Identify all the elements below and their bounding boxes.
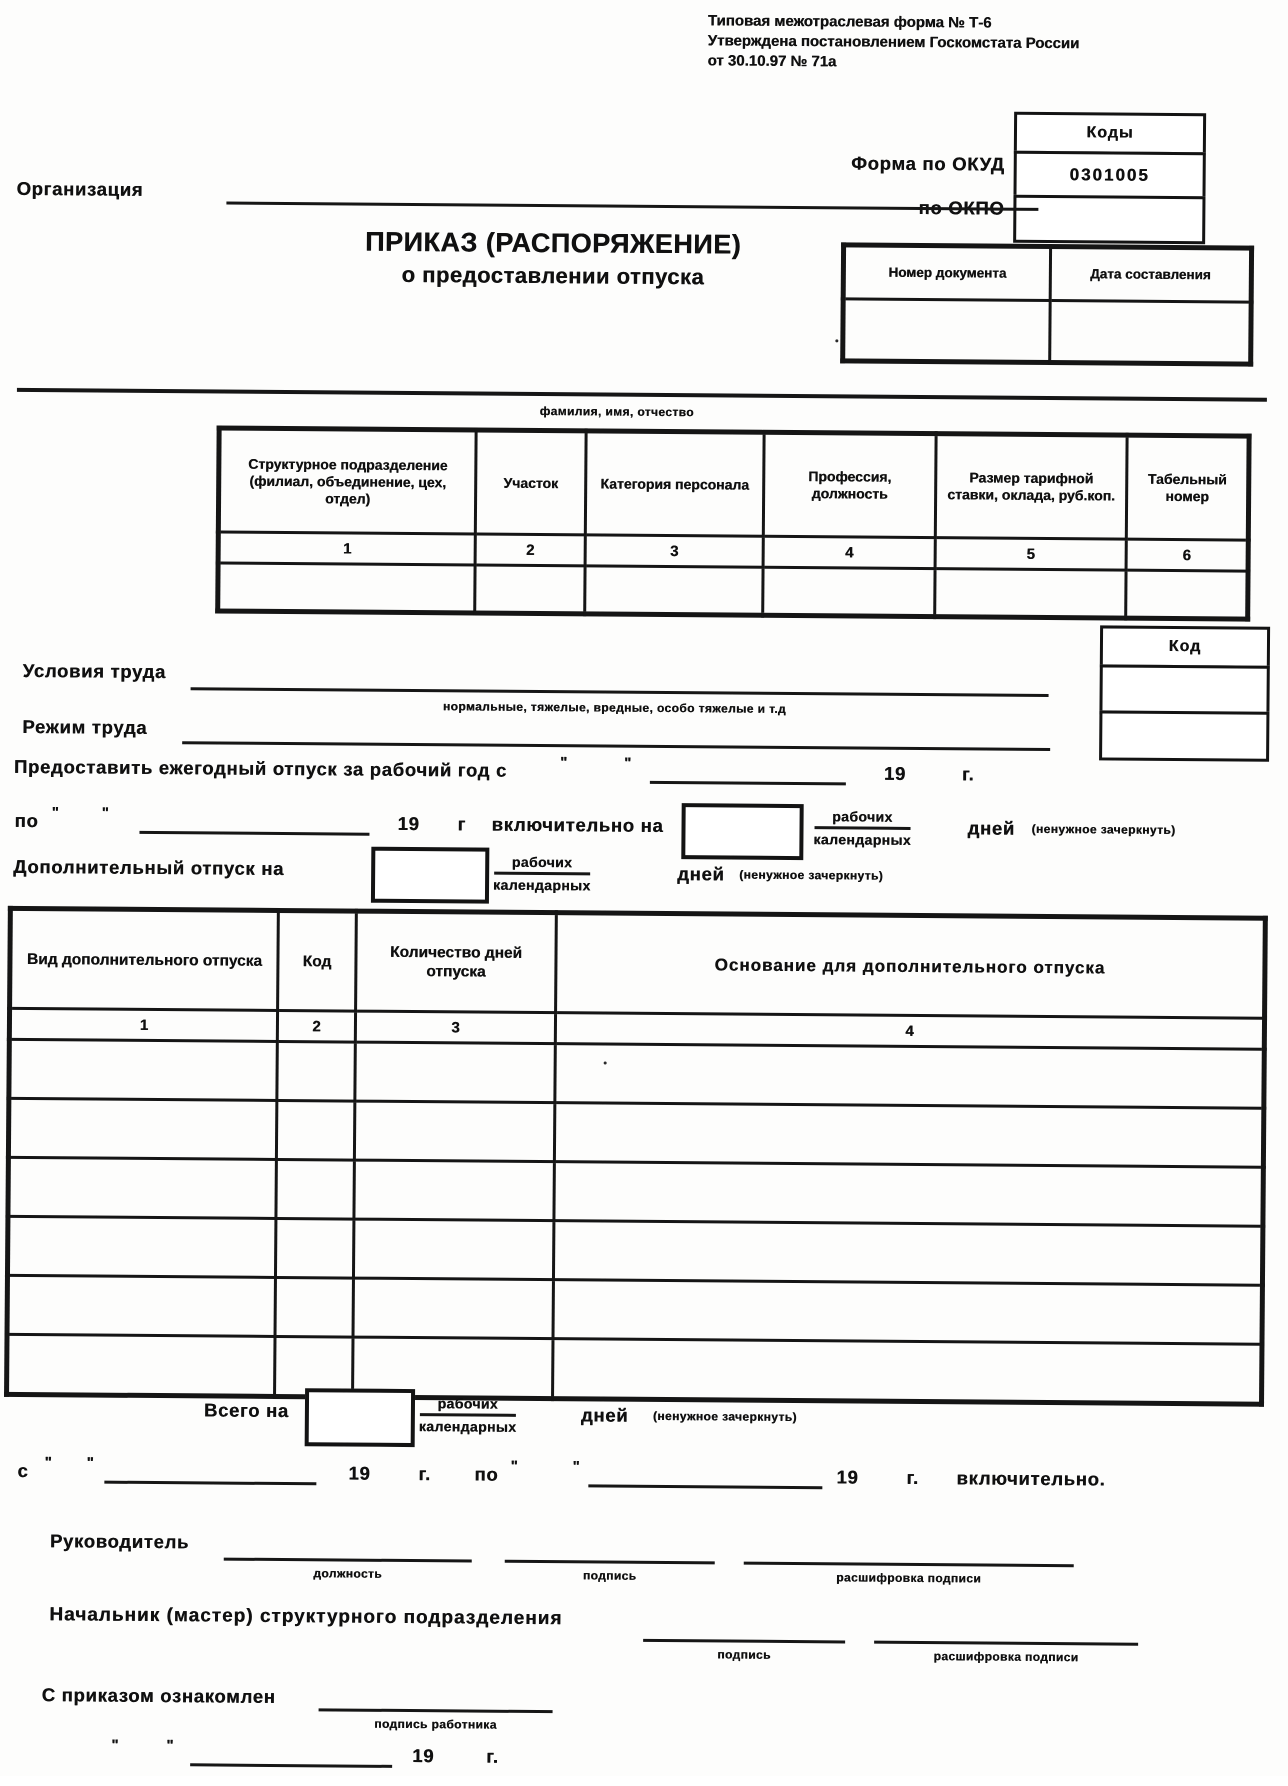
main-table-cell xyxy=(763,567,935,616)
main-table-col-number: 2 xyxy=(475,534,585,566)
chief-decode-line xyxy=(874,1641,1138,1646)
signature-hint: подпись xyxy=(717,1647,771,1662)
calendar-days-label: календарных xyxy=(813,831,912,848)
code-box xyxy=(1099,625,1270,761)
days-label: дней xyxy=(967,817,1015,839)
additional-vacation-label: Дополнительный отпуск на xyxy=(13,855,285,880)
decode-hint: расшифровка подписи xyxy=(933,1649,1079,1665)
period-from-label: с xyxy=(17,1459,29,1482)
chief-signature-line xyxy=(643,1639,845,1644)
calendar-days-label: календарных xyxy=(418,1418,517,1435)
head-decode-line xyxy=(744,1562,1074,1568)
decode-hint: расшифровка подписи xyxy=(836,1570,982,1586)
main-table-header: Размер тарифной ставки, оклада, руб.коп. xyxy=(935,434,1127,539)
additional-leave-cell xyxy=(8,1157,276,1218)
total-days-box xyxy=(305,1388,415,1447)
period-from-line xyxy=(104,1481,316,1486)
additional-table-col-number: 2 xyxy=(277,1010,355,1042)
main-table-cell xyxy=(218,563,475,613)
head-signature-label: Руководитель xyxy=(49,1530,190,1553)
days-label: дней xyxy=(677,863,725,885)
additional-days-box xyxy=(371,847,489,904)
additional-leave-cell xyxy=(8,1098,276,1159)
order-title-line2: о предоставлении отпуска xyxy=(401,261,705,290)
head-position-line xyxy=(224,1558,472,1563)
year-suffix: г xyxy=(457,813,467,835)
year-suffix: г. xyxy=(961,763,975,785)
main-table-col-number: 3 xyxy=(585,535,763,567)
additional-leave-cell xyxy=(275,1218,353,1278)
code-box-cell-1 xyxy=(1099,664,1269,715)
additional-leave-row xyxy=(7,1216,1262,1285)
additional-leave-cell xyxy=(554,1162,1263,1227)
additional-table-col-number: 4 xyxy=(555,1013,1264,1050)
day-quote-open: " xyxy=(111,1736,119,1754)
chief-label: Начальник (мастер) структурного подразделения xyxy=(49,1604,563,1630)
days-type-fraction xyxy=(493,854,591,895)
doc-date-cell xyxy=(1050,301,1251,365)
day-quote-close: " xyxy=(101,804,109,822)
main-table-header: Категория персонала xyxy=(585,431,764,536)
grant-date-line xyxy=(650,781,846,786)
additional-leave-cell xyxy=(355,1042,555,1103)
po-date-line xyxy=(139,831,369,836)
labor-regime-label: Режим труда xyxy=(22,715,148,738)
footer-date-line xyxy=(190,1763,392,1768)
additional-leave-row xyxy=(8,1157,1263,1226)
additional-leave-cell xyxy=(555,1044,1264,1109)
working-days-label: рабочих xyxy=(419,1395,516,1417)
main-table-cell xyxy=(935,569,1126,618)
additional-table-header: Основание для дополнительного отпуска xyxy=(556,913,1266,1019)
year-19: 19 xyxy=(883,762,907,784)
main-table-col-number: 1 xyxy=(218,532,475,565)
additional-leave-row xyxy=(7,1275,1262,1344)
working-days-label: рабочих xyxy=(494,854,591,876)
signature-hint: подпись xyxy=(582,1568,637,1583)
day-quote-close: " xyxy=(623,754,632,772)
day-quote-close: " xyxy=(572,1458,580,1476)
additional-leave-cell xyxy=(354,1160,554,1221)
days-type-fraction xyxy=(419,1395,517,1436)
additional-table-header: Количество дней отпуска xyxy=(356,911,557,1013)
additional-leave-cell xyxy=(353,1278,553,1339)
employee-info-table xyxy=(215,425,1251,621)
employee-signature-line xyxy=(319,1708,553,1713)
period-to-label: по xyxy=(474,1463,499,1485)
labor-conditions-line xyxy=(191,687,1049,697)
strike-note: (ненужное зачеркнуть) xyxy=(1031,821,1176,838)
day-quote-open: " xyxy=(51,804,59,822)
labor-regime-line xyxy=(182,741,1050,751)
po-label: по xyxy=(14,809,39,832)
okud-code-cell: 0301005 xyxy=(1013,150,1205,200)
additional-leave-rows xyxy=(7,1039,1265,1404)
main-table-col-number: 4 xyxy=(763,536,935,568)
main-table-header: Табельный номер xyxy=(1126,435,1249,540)
day-quote-close: " xyxy=(86,1454,94,1472)
main-table-header: Структурное подразделение (филиал, объединение, цех, отдел) xyxy=(218,428,476,534)
additional-table-header: Вид дополнительного отпуска xyxy=(10,908,279,1010)
additional-leave-cell xyxy=(7,1334,275,1396)
days-type-fraction xyxy=(813,808,911,849)
footer-year-suffix: г. xyxy=(486,1745,499,1767)
scan-noise-dot xyxy=(835,339,838,342)
additional-leave-table xyxy=(4,906,1268,1407)
employee-signature-hint: подпись работника xyxy=(374,1716,497,1732)
additional-leave-cell xyxy=(7,1216,275,1277)
head-signature-line xyxy=(505,1560,715,1565)
codes-box xyxy=(1013,112,1206,245)
additional-table-header: Код xyxy=(278,910,357,1011)
employee-name-hint: фамилия, имя, отчество xyxy=(539,404,694,420)
additional-leave-row xyxy=(7,1334,1262,1404)
inclusive-label: включительно на xyxy=(491,813,664,836)
additional-leave-cell xyxy=(276,1159,354,1219)
form-note xyxy=(707,11,1079,74)
additional-leave-cell xyxy=(353,1219,553,1280)
year-19: 19 xyxy=(836,1466,859,1488)
period-to-line xyxy=(588,1484,822,1489)
year-suffix: г. xyxy=(418,1463,431,1485)
form-note-line: Типовая межотраслевая форма № Т-6 xyxy=(707,12,992,32)
main-table-header: Участок xyxy=(475,430,586,535)
main-table-col-number: 6 xyxy=(1126,539,1248,571)
employee-name-line xyxy=(17,388,1267,402)
order-title-line1: ПРИКАЗ (РАСПОРЯЖЕНИЕ) xyxy=(364,226,742,260)
additional-leave-cell xyxy=(354,1101,554,1162)
additional-leave-cell xyxy=(275,1277,353,1337)
days-label: дней xyxy=(580,1404,629,1426)
order-title xyxy=(348,227,758,291)
main-table-cell xyxy=(585,566,763,615)
additional-leave-cell xyxy=(277,1041,355,1101)
position-hint: должность xyxy=(313,1566,383,1581)
strike-note: (ненужное зачеркнуть) xyxy=(739,867,884,883)
strike-note: (ненужное зачеркнуть) xyxy=(652,1408,797,1425)
main-table-cell xyxy=(1126,570,1248,619)
year-19: 19 xyxy=(397,812,420,835)
additional-leave-cell xyxy=(553,1339,1262,1405)
period-inclusive-label: включительно. xyxy=(956,1467,1106,1490)
labor-conditions-hint: нормальные, тяжелые, вредные, особо тяжелые и т.д xyxy=(442,699,787,716)
additional-leave-row xyxy=(9,1039,1264,1108)
codes-title: Коды xyxy=(1014,112,1206,156)
day-quote-open: " xyxy=(559,754,568,772)
day-quote-open: " xyxy=(510,1457,518,1475)
doc-number-header: Номер документа xyxy=(843,245,1050,301)
okud-label: Форма по ОКУД xyxy=(851,152,1005,175)
organization-label: Организация xyxy=(16,177,144,200)
okpo-code-cell xyxy=(1013,195,1205,245)
days-count-box xyxy=(681,803,803,860)
day-quote-open: " xyxy=(44,1454,52,1472)
additional-leave-row xyxy=(8,1098,1263,1167)
additional-table-col-number: 3 xyxy=(355,1011,555,1044)
okpo-label: по ОКПО xyxy=(918,196,1005,219)
additional-leave-cell xyxy=(554,1103,1263,1168)
grant-vacation-text: Предоставить ежегодный отпуск за рабочий год с xyxy=(13,755,508,781)
additional-leave-cell xyxy=(7,1275,275,1336)
additional-leave-cell xyxy=(9,1039,277,1100)
working-days-label: рабочих xyxy=(814,808,911,830)
additional-leave-cell xyxy=(553,1221,1262,1286)
additional-leave-cell xyxy=(276,1100,354,1160)
form-note-line: Утверждена постановлением Госкомстата России xyxy=(707,32,1080,53)
footer-year: 19 xyxy=(412,1745,435,1767)
doc-number-cell xyxy=(843,299,1050,363)
code-box-title: Код xyxy=(1100,625,1270,668)
day-quote-close: " xyxy=(166,1737,174,1755)
main-table-cell xyxy=(475,565,585,614)
acquainted-label: С приказом ознакомлен xyxy=(41,1684,276,1707)
year-19: 19 xyxy=(348,1462,371,1484)
doc-info-table xyxy=(840,242,1254,366)
additional-table-col-number: 1 xyxy=(9,1008,277,1041)
code-box-cell-2 xyxy=(1099,710,1269,761)
total-label: Всего на xyxy=(203,1399,289,1422)
calendar-days-label: календарных xyxy=(493,876,591,894)
form-note-line: от 30.10.97 № 71а xyxy=(707,52,837,71)
doc-date-header: Дата составления xyxy=(1050,247,1251,303)
labor-conditions-label: Условия труда xyxy=(22,659,167,683)
scan-noise-dot xyxy=(604,1062,607,1065)
main-table-col-number: 5 xyxy=(935,538,1126,570)
additional-leave-cell xyxy=(553,1280,1262,1345)
main-table-header: Профессия, должность xyxy=(763,432,936,537)
year-suffix: г. xyxy=(906,1466,919,1489)
